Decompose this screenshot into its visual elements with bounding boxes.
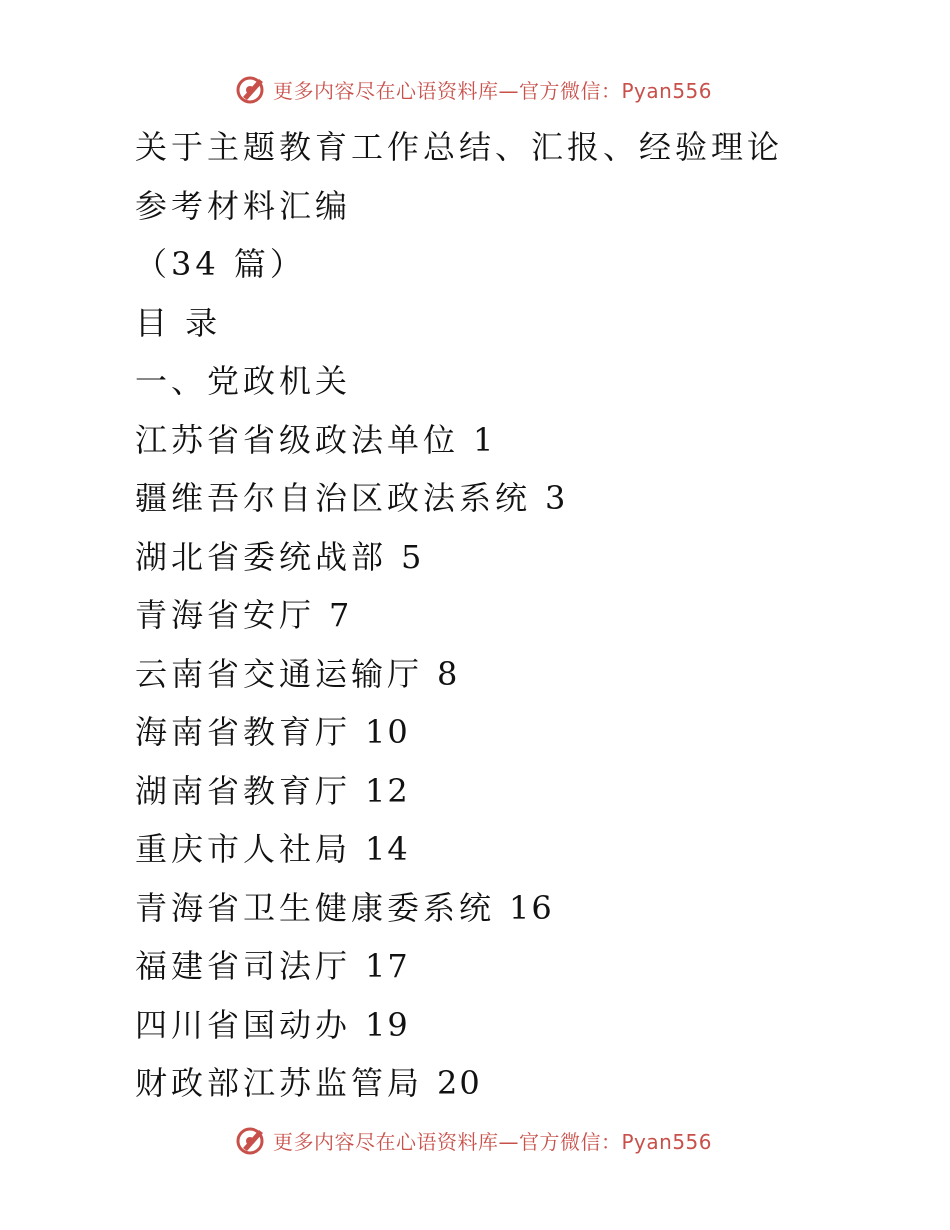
toc-entry: [135, 1054, 835, 1113]
toc-entry-page: 19: [365, 1005, 410, 1044]
toc-entry: [135, 586, 835, 645]
toc-entry-page: 17: [365, 947, 410, 985]
banner-text: 更多内容尽在心语资料库—官方微信：Pyan556: [273, 78, 713, 103]
toc-entry-name: 四川省国动办: [135, 1005, 352, 1044]
pen-logo-icon: [235, 73, 267, 105]
section-heading: 一、党政机关: [135, 362, 352, 400]
toc-entry-page: 3: [545, 479, 568, 517]
toc-entry-page: 16: [509, 888, 554, 927]
toc-entry-name: 云南省交通运输厅: [135, 654, 424, 693]
toc-entry-name: 青海省安厅: [135, 596, 316, 634]
toc-entry: [135, 937, 835, 996]
toc-entry: [135, 820, 835, 879]
toc-entry-name: 疆维吾尔自治区政法系统: [135, 479, 532, 517]
toc-entry: [135, 528, 835, 587]
toc-entry: [135, 879, 835, 938]
toc-heading: 目 录: [135, 303, 222, 342]
toc-entry-page: 20: [437, 1064, 482, 1102]
toc-entry-page: 7: [329, 596, 352, 634]
toc-entry-page: 14: [365, 830, 410, 868]
toc-entry-page: 10: [365, 713, 410, 751]
toc-entry-name: 财政部江苏监管局: [135, 1064, 424, 1102]
toc-entry-name: 湖南省教育厅: [135, 771, 352, 810]
document-title-line2: 参考材料汇编: [135, 186, 352, 225]
toc-entry-page: 1: [473, 420, 496, 459]
toc-entry-page: 5: [401, 537, 424, 576]
toc-entry: [135, 411, 835, 470]
header-banner: [235, 72, 712, 106]
toc-entry-name: 湖北省委统战部: [135, 537, 388, 576]
document-count: （34 篇）: [135, 245, 306, 283]
toc-entry-name: 重庆市人社局: [135, 830, 352, 868]
toc-entry-name: 江苏省省级政法单位: [135, 420, 460, 459]
toc-entry-page: 8: [437, 654, 460, 693]
toc-entry-name: 海南省教育厅: [135, 713, 352, 751]
toc-entry: [135, 996, 835, 1055]
toc-entry: [135, 645, 835, 704]
toc-entry-name: 青海省卫生健康委系统: [135, 888, 496, 927]
banner-text: 更多内容尽在心语资料库—官方微信：Pyan556: [273, 1129, 713, 1154]
footer-banner: [235, 1123, 712, 1157]
toc-entry: [135, 703, 835, 762]
document-title-line1: 关于主题教育工作总结、汇报、经验理论: [135, 128, 784, 166]
toc-entry-page: 12: [365, 771, 410, 810]
pen-logo-icon: [235, 1124, 267, 1156]
document-body: [135, 118, 835, 1113]
toc-entry: [135, 762, 835, 821]
toc-entry-name: 福建省司法厅: [135, 947, 352, 985]
toc-entry: [135, 469, 835, 528]
